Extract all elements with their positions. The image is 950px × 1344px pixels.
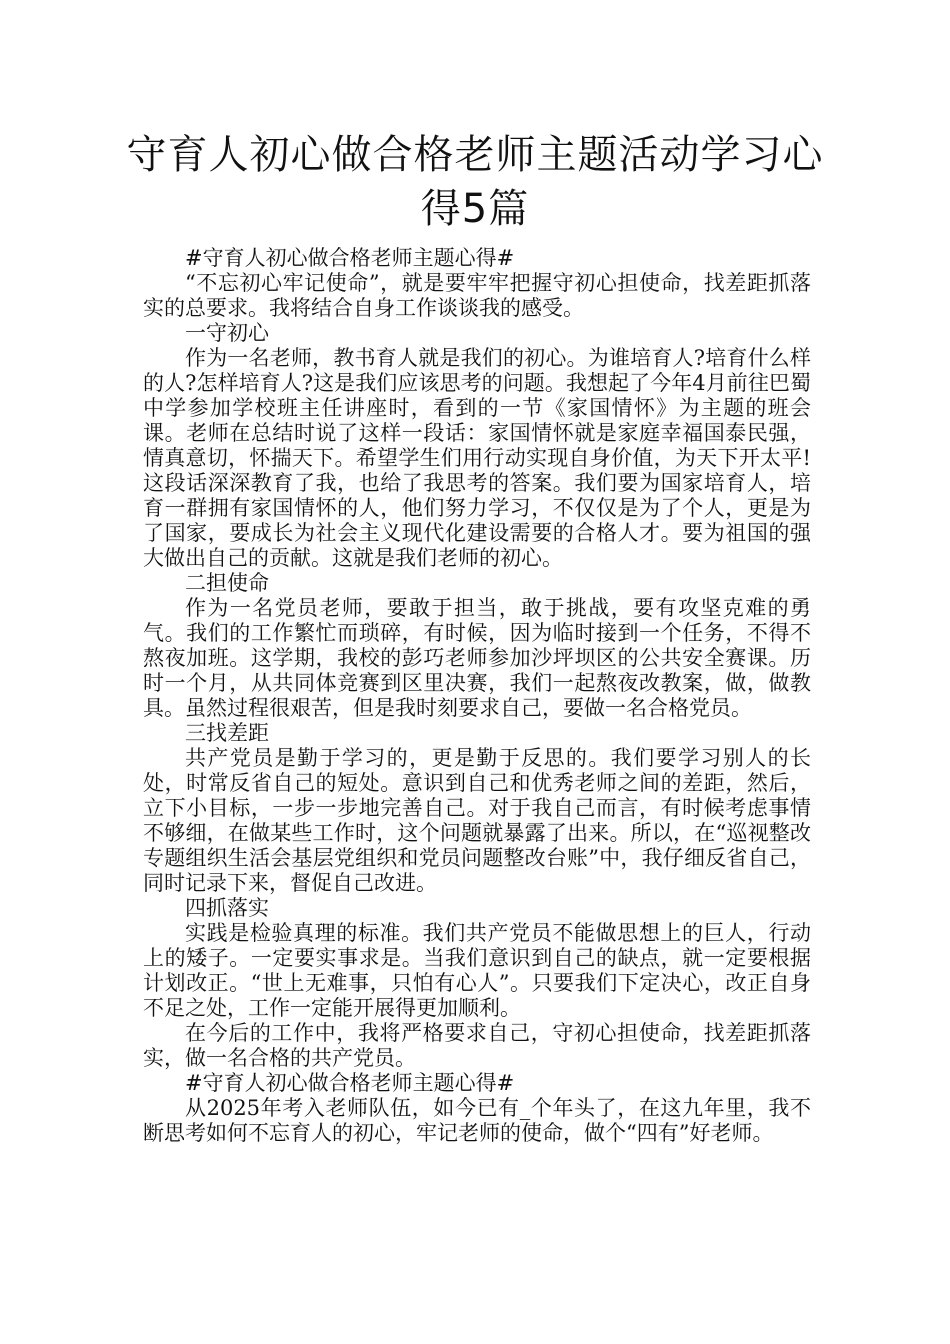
body-paragraph: 作为一名党员老师，要敢于担当，敢于挑战，要有攻坚克难的勇气。我们的工作繁忙而琐碎，有时候，因为临时接到一个任务，不得不熬夜加班。这学期，我校的彭巧老师参加沙坪坝区的公共安全赛课。历时一个月，从共同体竞赛到区里决赛，我们一起熬夜改教案，做，做教具。虽然过程很艰苦，但是我时刻要求自己，要做一名合格党员。 xyxy=(143,596,811,720)
section-heading: 一守初心 xyxy=(185,321,269,345)
body-paragraph: 作为一名老师，教书育人就是我们的初心。为谁培育人?培育什么样的人?怎样培育人?这是我们应该思考的问题。我想起了今年4月前往巴蜀中学参加学校班主任讲座时，看到的一节《家国情怀》为主题的班会课。老师在总结时说了这样一段话：家国情怀就是家庭幸福国泰民强，情真意切，怀揣天下。希望学生们用行动实现自身价值，为天下开太平!这段话深深教育了我，也给了我思考的答案。我们要为国家培育人，培育一群拥有家国情怀的人，他们努力学习，不仅仅是为了个人，更是为了国家，要成长为社会主义现代化建设需要的合格人才。要为祖国的强大做出自己的贡献。这就是我们老师的初心。 xyxy=(143,346,811,570)
document-body xyxy=(143,246,811,1146)
body-paragraph: 在今后的工作中，我将严格要求自己，守初心担使命，找差距抓落实，做一名合格的共产党员。 xyxy=(143,1021,811,1070)
body-paragraph: 从2025年考入老师队伍，如今已有_个年头了，在这九年里，我不断思考如何不忘育人的初心，牢记老师的使命，做个“四有”好老师。 xyxy=(143,1096,811,1145)
section-heading: 四抓落实 xyxy=(185,896,269,920)
document-title: 守育人初心做合格老师主题活动学习心得5篇 xyxy=(126,132,824,232)
intro-paragraph: “不忘初心牢记使命”，就是要牢牢把握守初心担使命，找差距抓落实的总要求。我将结合自身工作谈谈我的感受。 xyxy=(143,271,811,320)
section-heading: 三找差距 xyxy=(185,721,269,745)
section-tag: #守育人初心做合格老师主题心得# xyxy=(185,1071,515,1095)
section-tag: #守育人初心做合格老师主题心得# xyxy=(185,246,515,270)
body-paragraph: 共产党员是勤于学习的，更是勤于反思的。我们要学习别人的长处，时常反省自己的短处。意识到自己和优秀老师之间的差距，然后，立下小目标，一步一步地完善自己。对于我自己而言，有时候考虑事情不够细，在做某些工作时，这个问题就暴露了出来。所以，在“巡视整改专题组织生活会基层党组织和党员问题整改台账”中，我仔细反省自己，同时记录下来，督促自己改进。 xyxy=(143,746,811,895)
section-heading: 二担使命 xyxy=(185,571,269,595)
body-paragraph: 实践是检验真理的标准。我们共产党员不能做思想上的巨人，行动上的矮子。一定要实事求是。当我们意识到自己的缺点，就一定要根据计划改正。“世上无难事，只怕有心人”。只要我们下定决心，改正自身不足之处，工作一定能开展得更加顺利。 xyxy=(143,921,811,1020)
